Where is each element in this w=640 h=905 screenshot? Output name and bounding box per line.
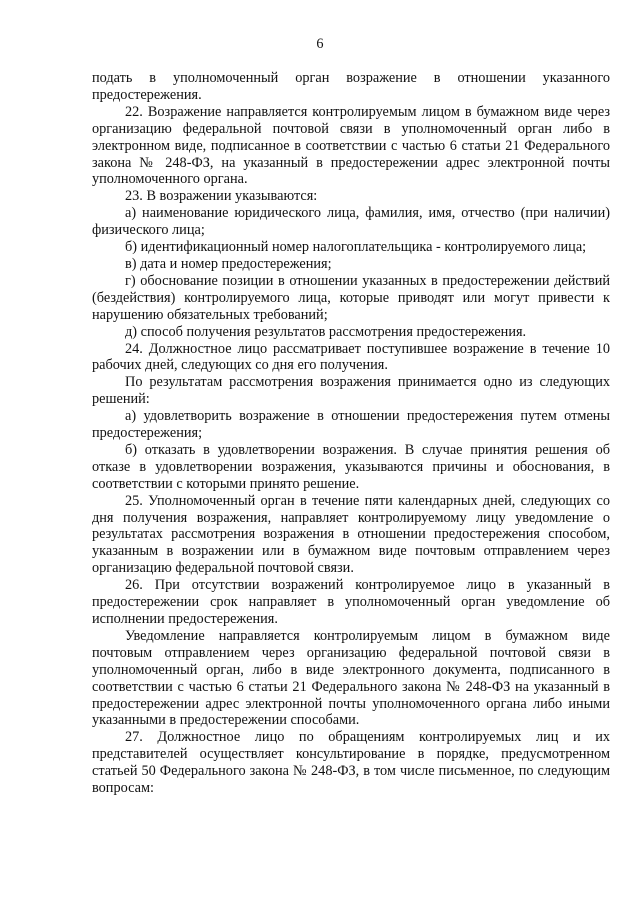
- paragraph-24-b: б) отказать в удовлетворении возражения. В случае принятия решения об отказе в удовлетворении возражения, указываются причины и обоснования, в соответствии с которыми принято решение.: [92, 441, 610, 492]
- paragraph-23-g: г) обоснование позиции в отношении указанных в предостережении действий (бездействия) контролируемого лица, которые приводят или могут привести к нарушению обязательных требований;: [92, 272, 610, 323]
- paragraph-24-a: а) удовлетворить возражение в отношении предостережения путем отмены предостережения;: [92, 408, 610, 442]
- page-number: 6: [316, 36, 324, 52]
- paragraph-23-v: в) дата и номер предостережения;: [125, 255, 332, 272]
- paragraph-26-notice: Уведомление направляется контролируемым лицом в бумажном виде почтовым отправлением через организацию федеральной почтовой связи в уполномоченный орган, либо в виде электронного документа, подписанного в соответствии с частью 6 статьи 21 Федерального закона № 248-ФЗ на указанный в предостережении адрес электронной почты уполномоченного органа либо иными указанными в предостережении способами.: [92, 627, 610, 729]
- paragraph-23-b: б) идентификационный номер налогоплательщика - контролируемого лица;: [125, 239, 587, 256]
- paragraph-22: 22. Возражение направляется контролируемым лицом в бумажном виде через организацию федеральной почтовой связи в уполномоченный орган либо в электронном виде, подписанное в соответствии с частью 6 статьи 21 Федерального закона № 248-ФЗ, на указанный в предостережении адрес электронной почты уполномоченного органа.: [92, 103, 610, 188]
- paragraph-23-d: д) способ получения результатов рассмотрения предостережения.: [125, 323, 527, 340]
- paragraph-24: 24. Должностное лицо рассматривает поступившее возражение в течение 10 рабочих дней, следующих со дня его получения.: [92, 340, 610, 374]
- paragraph-25: 25. Уполномоченный орган в течение пяти календарных дней, следующих со дня получения возражения, направляет контролируемому лицу уведомление о результатах рассмотрения возражения в отношении предостережения способом, указанным в возражении или в бумажном виде почтовым отправлением через организацию федеральной почтовой связи.: [92, 492, 610, 577]
- document-body: [92, 70, 610, 797]
- paragraph-23: 23. В возражении указываются:: [125, 188, 318, 205]
- paragraph-26: 26. При отсутствии возражений контролируемое лицо в указанный в предостережении срок направляет в уполномоченный орган уведомление об исполнении предостережения.: [92, 577, 610, 627]
- paragraph-23-a: а) наименование юридического лица, фамилия, имя, отчество (при наличии) физического лица;: [92, 205, 610, 239]
- paragraph-continuation: подать в уполномоченный орган возражение в отношении указанного предостережения.: [92, 70, 610, 103]
- paragraph-24-decisions: По результатам рассмотрения возражения принимается одно из следующих решений:: [92, 374, 610, 408]
- paragraph-27: 27. Должностное лицо по обращениям контролируемых лиц и их представителей осуществляет консультирование в порядке, предусмотренном статьей 50 Федерального закона № 248-ФЗ, в том числе письменное, по следующим вопросам:: [92, 729, 610, 797]
